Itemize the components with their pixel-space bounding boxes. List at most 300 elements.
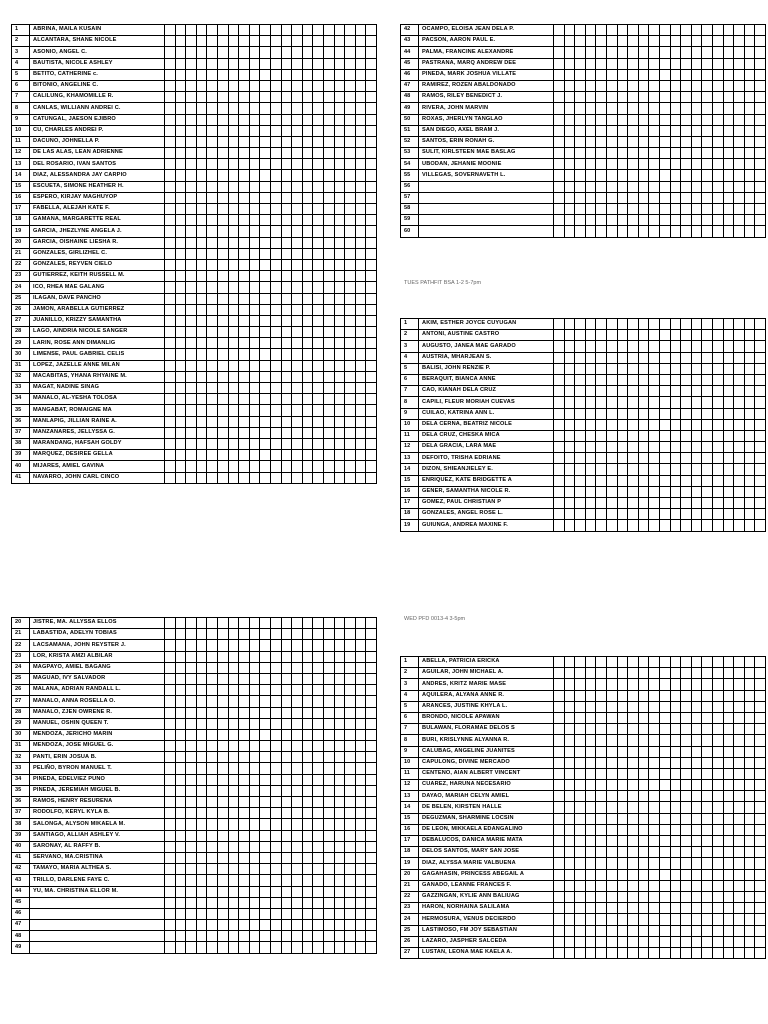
attendance-cell[interactable] xyxy=(228,405,239,416)
attendance-cell[interactable] xyxy=(249,707,260,718)
attendance-cell[interactable] xyxy=(270,327,281,338)
attendance-cell[interactable] xyxy=(691,453,702,464)
attendance-cell[interactable] xyxy=(628,363,639,374)
attendance-cell[interactable] xyxy=(554,192,565,203)
attendance-cell[interactable] xyxy=(723,374,734,385)
attendance-cell[interactable] xyxy=(702,125,713,136)
attendance-cell[interactable] xyxy=(345,438,356,449)
attendance-cell[interactable] xyxy=(281,808,292,819)
attendance-cell[interactable] xyxy=(334,718,345,729)
attendance-cell[interactable] xyxy=(228,908,239,919)
attendance-cell[interactable] xyxy=(217,897,228,908)
attendance-cell[interactable] xyxy=(638,679,649,690)
attendance-cell[interactable] xyxy=(564,925,575,936)
attendance-cell[interactable] xyxy=(175,808,186,819)
attendance-cell[interactable] xyxy=(217,58,228,69)
attendance-cell[interactable] xyxy=(313,282,324,293)
attendance-cell[interactable] xyxy=(165,685,176,696)
attendance-cell[interactable] xyxy=(345,696,356,707)
attendance-cell[interactable] xyxy=(649,880,660,891)
attendance-cell[interactable] xyxy=(585,903,596,914)
attendance-cell[interactable] xyxy=(249,315,260,326)
attendance-cell[interactable] xyxy=(239,640,250,651)
attendance-cell[interactable] xyxy=(196,271,207,282)
attendance-cell[interactable] xyxy=(228,416,239,427)
attendance-cell[interactable] xyxy=(207,808,218,819)
attendance-cell[interactable] xyxy=(659,80,670,91)
attendance-cell[interactable] xyxy=(345,69,356,80)
attendance-cell[interactable] xyxy=(228,226,239,237)
attendance-cell[interactable] xyxy=(239,215,250,226)
attendance-cell[interactable] xyxy=(755,724,766,735)
attendance-cell[interactable] xyxy=(228,841,239,852)
attendance-cell[interactable] xyxy=(217,774,228,785)
attendance-cell[interactable] xyxy=(723,80,734,91)
attendance-cell[interactable] xyxy=(638,419,649,430)
attendance-cell[interactable] xyxy=(175,931,186,942)
attendance-cell[interactable] xyxy=(670,92,681,103)
attendance-cell[interactable] xyxy=(670,657,681,668)
attendance-cell[interactable] xyxy=(734,181,745,192)
attendance-cell[interactable] xyxy=(596,657,607,668)
attendance-cell[interactable] xyxy=(628,813,639,824)
attendance-cell[interactable] xyxy=(723,746,734,757)
attendance-cell[interactable] xyxy=(670,813,681,824)
attendance-cell[interactable] xyxy=(249,797,260,808)
attendance-cell[interactable] xyxy=(712,813,723,824)
attendance-cell[interactable] xyxy=(723,69,734,80)
attendance-cell[interactable] xyxy=(207,438,218,449)
attendance-cell[interactable] xyxy=(712,509,723,520)
attendance-cell[interactable] xyxy=(334,450,345,461)
attendance-cell[interactable] xyxy=(228,114,239,125)
attendance-cell[interactable] xyxy=(186,864,197,875)
attendance-cell[interactable] xyxy=(691,701,702,712)
attendance-cell[interactable] xyxy=(228,215,239,226)
attendance-cell[interactable] xyxy=(596,824,607,835)
attendance-cell[interactable] xyxy=(659,386,670,397)
attendance-cell[interactable] xyxy=(196,226,207,237)
attendance-cell[interactable] xyxy=(217,718,228,729)
attendance-cell[interactable] xyxy=(734,657,745,668)
attendance-cell[interactable] xyxy=(355,741,366,752)
attendance-cell[interactable] xyxy=(617,125,628,136)
attendance-cell[interactable] xyxy=(334,819,345,830)
attendance-cell[interactable] xyxy=(638,181,649,192)
attendance-cell[interactable] xyxy=(207,103,218,114)
attendance-cell[interactable] xyxy=(649,802,660,813)
attendance-cell[interactable] xyxy=(670,520,681,531)
attendance-cell[interactable] xyxy=(355,148,366,159)
attendance-cell[interactable] xyxy=(681,690,692,701)
attendance-cell[interactable] xyxy=(260,416,271,427)
attendance-cell[interactable] xyxy=(281,886,292,897)
attendance-cell[interactable] xyxy=(355,416,366,427)
attendance-cell[interactable] xyxy=(734,464,745,475)
attendance-cell[interactable] xyxy=(313,640,324,651)
attendance-cell[interactable] xyxy=(670,69,681,80)
attendance-cell[interactable] xyxy=(628,520,639,531)
attendance-cell[interactable] xyxy=(270,875,281,886)
attendance-cell[interactable] xyxy=(355,427,366,438)
attendance-cell[interactable] xyxy=(638,341,649,352)
attendance-cell[interactable] xyxy=(186,192,197,203)
attendance-cell[interactable] xyxy=(691,386,702,397)
attendance-cell[interactable] xyxy=(554,735,565,746)
attendance-cell[interactable] xyxy=(723,47,734,58)
attendance-cell[interactable] xyxy=(292,226,303,237)
attendance-cell[interactable] xyxy=(270,136,281,147)
attendance-cell[interactable] xyxy=(712,36,723,47)
attendance-cell[interactable] xyxy=(755,746,766,757)
attendance-cell[interactable] xyxy=(270,438,281,449)
attendance-cell[interactable] xyxy=(755,374,766,385)
attendance-cell[interactable] xyxy=(596,498,607,509)
attendance-cell[interactable] xyxy=(186,618,197,629)
attendance-cell[interactable] xyxy=(628,352,639,363)
attendance-cell[interactable] xyxy=(702,668,713,679)
attendance-cell[interactable] xyxy=(217,416,228,427)
attendance-cell[interactable] xyxy=(366,841,377,852)
attendance-cell[interactable] xyxy=(270,942,281,953)
attendance-cell[interactable] xyxy=(649,947,660,958)
attendance-cell[interactable] xyxy=(734,69,745,80)
attendance-cell[interactable] xyxy=(670,58,681,69)
attendance-cell[interactable] xyxy=(606,657,617,668)
attendance-cell[interactable] xyxy=(366,315,377,326)
attendance-cell[interactable] xyxy=(585,914,596,925)
attendance-cell[interactable] xyxy=(217,629,228,640)
attendance-cell[interactable] xyxy=(228,931,239,942)
attendance-cell[interactable] xyxy=(659,226,670,237)
attendance-cell[interactable] xyxy=(355,908,366,919)
attendance-cell[interactable] xyxy=(186,640,197,651)
attendance-cell[interactable] xyxy=(596,92,607,103)
attendance-cell[interactable] xyxy=(554,226,565,237)
attendance-cell[interactable] xyxy=(366,908,377,919)
attendance-cell[interactable] xyxy=(260,383,271,394)
attendance-cell[interactable] xyxy=(670,679,681,690)
attendance-cell[interactable] xyxy=(628,341,639,352)
attendance-cell[interactable] xyxy=(702,341,713,352)
attendance-cell[interactable] xyxy=(302,159,313,170)
attendance-cell[interactable] xyxy=(681,701,692,712)
attendance-cell[interactable] xyxy=(281,170,292,181)
attendance-cell[interactable] xyxy=(702,408,713,419)
attendance-cell[interactable] xyxy=(207,774,218,785)
attendance-cell[interactable] xyxy=(196,47,207,58)
attendance-cell[interactable] xyxy=(217,36,228,47)
attendance-cell[interactable] xyxy=(564,408,575,419)
attendance-cell[interactable] xyxy=(712,430,723,441)
attendance-cell[interactable] xyxy=(691,824,702,835)
attendance-cell[interactable] xyxy=(260,315,271,326)
attendance-cell[interactable] xyxy=(596,430,607,441)
attendance-cell[interactable] xyxy=(302,908,313,919)
attendance-cell[interactable] xyxy=(302,282,313,293)
attendance-cell[interactable] xyxy=(186,718,197,729)
attendance-cell[interactable] xyxy=(585,880,596,891)
attendance-cell[interactable] xyxy=(281,416,292,427)
attendance-cell[interactable] xyxy=(564,36,575,47)
attendance-cell[interactable] xyxy=(292,729,303,740)
attendance-cell[interactable] xyxy=(649,768,660,779)
attendance-cell[interactable] xyxy=(270,192,281,203)
attendance-cell[interactable] xyxy=(649,430,660,441)
attendance-cell[interactable] xyxy=(606,226,617,237)
attendance-cell[interactable] xyxy=(165,416,176,427)
attendance-cell[interactable] xyxy=(270,673,281,684)
attendance-cell[interactable] xyxy=(165,226,176,237)
attendance-cell[interactable] xyxy=(691,170,702,181)
attendance-cell[interactable] xyxy=(323,25,334,36)
attendance-cell[interactable] xyxy=(702,103,713,114)
attendance-cell[interactable] xyxy=(659,791,670,802)
attendance-cell[interactable] xyxy=(366,673,377,684)
attendance-cell[interactable] xyxy=(712,701,723,712)
attendance-cell[interactable] xyxy=(292,338,303,349)
attendance-cell[interactable] xyxy=(217,237,228,248)
attendance-cell[interactable] xyxy=(712,408,723,419)
attendance-cell[interactable] xyxy=(755,386,766,397)
attendance-cell[interactable] xyxy=(755,847,766,858)
attendance-cell[interactable] xyxy=(628,498,639,509)
attendance-cell[interactable] xyxy=(165,897,176,908)
attendance-cell[interactable] xyxy=(617,509,628,520)
attendance-cell[interactable] xyxy=(175,752,186,763)
attendance-cell[interactable] xyxy=(638,735,649,746)
attendance-cell[interactable] xyxy=(681,159,692,170)
attendance-cell[interactable] xyxy=(228,69,239,80)
attendance-cell[interactable] xyxy=(260,752,271,763)
attendance-cell[interactable] xyxy=(606,824,617,835)
attendance-cell[interactable] xyxy=(175,819,186,830)
attendance-cell[interactable] xyxy=(302,864,313,875)
attendance-cell[interactable] xyxy=(554,352,565,363)
attendance-cell[interactable] xyxy=(628,330,639,341)
attendance-cell[interactable] xyxy=(734,768,745,779)
attendance-cell[interactable] xyxy=(617,226,628,237)
attendance-cell[interactable] xyxy=(575,936,586,947)
attendance-cell[interactable] xyxy=(744,114,755,125)
attendance-cell[interactable] xyxy=(323,125,334,136)
attendance-cell[interactable] xyxy=(334,864,345,875)
attendance-cell[interactable] xyxy=(292,25,303,36)
attendance-cell[interactable] xyxy=(313,852,324,863)
attendance-cell[interactable] xyxy=(702,58,713,69)
attendance-cell[interactable] xyxy=(585,80,596,91)
attendance-cell[interactable] xyxy=(292,841,303,852)
attendance-cell[interactable] xyxy=(712,352,723,363)
attendance-cell[interactable] xyxy=(596,802,607,813)
attendance-cell[interactable] xyxy=(723,352,734,363)
attendance-cell[interactable] xyxy=(638,215,649,226)
attendance-cell[interactable] xyxy=(681,363,692,374)
attendance-cell[interactable] xyxy=(649,69,660,80)
attendance-cell[interactable] xyxy=(260,852,271,863)
attendance-cell[interactable] xyxy=(691,36,702,47)
attendance-cell[interactable] xyxy=(334,25,345,36)
attendance-cell[interactable] xyxy=(554,925,565,936)
attendance-cell[interactable] xyxy=(691,791,702,802)
attendance-cell[interactable] xyxy=(564,724,575,735)
attendance-cell[interactable] xyxy=(744,780,755,791)
attendance-cell[interactable] xyxy=(366,785,377,796)
attendance-cell[interactable] xyxy=(638,746,649,757)
attendance-cell[interactable] xyxy=(228,349,239,360)
attendance-cell[interactable] xyxy=(366,427,377,438)
attendance-cell[interactable] xyxy=(207,293,218,304)
attendance-cell[interactable] xyxy=(217,304,228,315)
attendance-cell[interactable] xyxy=(596,69,607,80)
attendance-cell[interactable] xyxy=(217,673,228,684)
attendance-cell[interactable] xyxy=(345,282,356,293)
attendance-cell[interactable] xyxy=(681,724,692,735)
attendance-cell[interactable] xyxy=(670,836,681,847)
attendance-cell[interactable] xyxy=(207,741,218,752)
attendance-cell[interactable] xyxy=(196,36,207,47)
attendance-cell[interactable] xyxy=(606,847,617,858)
attendance-cell[interactable] xyxy=(281,629,292,640)
attendance-cell[interactable] xyxy=(260,897,271,908)
attendance-cell[interactable] xyxy=(175,416,186,427)
attendance-cell[interactable] xyxy=(575,903,586,914)
attendance-cell[interactable] xyxy=(564,824,575,835)
attendance-cell[interactable] xyxy=(345,315,356,326)
attendance-cell[interactable] xyxy=(249,640,260,651)
attendance-cell[interactable] xyxy=(702,374,713,385)
attendance-cell[interactable] xyxy=(292,450,303,461)
attendance-cell[interactable] xyxy=(575,891,586,902)
attendance-cell[interactable] xyxy=(734,363,745,374)
attendance-cell[interactable] xyxy=(207,159,218,170)
attendance-cell[interactable] xyxy=(564,712,575,723)
attendance-cell[interactable] xyxy=(270,349,281,360)
attendance-cell[interactable] xyxy=(175,673,186,684)
attendance-cell[interactable] xyxy=(659,657,670,668)
attendance-cell[interactable] xyxy=(681,408,692,419)
attendance-cell[interactable] xyxy=(260,886,271,897)
attendance-cell[interactable] xyxy=(165,248,176,259)
attendance-cell[interactable] xyxy=(165,103,176,114)
attendance-cell[interactable] xyxy=(554,768,565,779)
attendance-cell[interactable] xyxy=(175,315,186,326)
attendance-cell[interactable] xyxy=(659,746,670,757)
attendance-cell[interactable] xyxy=(734,475,745,486)
attendance-cell[interactable] xyxy=(659,430,670,441)
attendance-cell[interactable] xyxy=(734,836,745,847)
attendance-cell[interactable] xyxy=(596,780,607,791)
attendance-cell[interactable] xyxy=(649,836,660,847)
attendance-cell[interactable] xyxy=(186,785,197,796)
attendance-cell[interactable] xyxy=(596,712,607,723)
attendance-cell[interactable] xyxy=(207,640,218,651)
attendance-cell[interactable] xyxy=(638,690,649,701)
attendance-cell[interactable] xyxy=(302,226,313,237)
attendance-cell[interactable] xyxy=(281,125,292,136)
attendance-cell[interactable] xyxy=(186,159,197,170)
attendance-cell[interactable] xyxy=(734,486,745,497)
attendance-cell[interactable] xyxy=(691,192,702,203)
attendance-cell[interactable] xyxy=(196,103,207,114)
attendance-cell[interactable] xyxy=(186,293,197,304)
attendance-cell[interactable] xyxy=(281,696,292,707)
attendance-cell[interactable] xyxy=(281,136,292,147)
attendance-cell[interactable] xyxy=(334,886,345,897)
attendance-cell[interactable] xyxy=(207,651,218,662)
attendance-cell[interactable] xyxy=(659,453,670,464)
attendance-cell[interactable] xyxy=(228,80,239,91)
attendance-cell[interactable] xyxy=(744,724,755,735)
attendance-cell[interactable] xyxy=(712,58,723,69)
attendance-cell[interactable] xyxy=(228,125,239,136)
attendance-cell[interactable] xyxy=(196,920,207,931)
attendance-cell[interactable] xyxy=(617,341,628,352)
attendance-cell[interactable] xyxy=(638,712,649,723)
attendance-cell[interactable] xyxy=(585,226,596,237)
attendance-cell[interactable] xyxy=(702,159,713,170)
attendance-cell[interactable] xyxy=(175,841,186,852)
attendance-cell[interactable] xyxy=(196,886,207,897)
attendance-cell[interactable] xyxy=(345,685,356,696)
attendance-cell[interactable] xyxy=(292,80,303,91)
attendance-cell[interactable] xyxy=(628,486,639,497)
attendance-cell[interactable] xyxy=(670,430,681,441)
attendance-cell[interactable] xyxy=(186,741,197,752)
attendance-cell[interactable] xyxy=(239,785,250,796)
attendance-cell[interactable] xyxy=(175,248,186,259)
attendance-cell[interactable] xyxy=(734,757,745,768)
attendance-cell[interactable] xyxy=(355,170,366,181)
attendance-cell[interactable] xyxy=(196,315,207,326)
attendance-cell[interactable] xyxy=(638,125,649,136)
attendance-cell[interactable] xyxy=(681,114,692,125)
attendance-cell[interactable] xyxy=(681,679,692,690)
attendance-cell[interactable] xyxy=(345,394,356,405)
attendance-cell[interactable] xyxy=(606,192,617,203)
attendance-cell[interactable] xyxy=(165,774,176,785)
attendance-cell[interactable] xyxy=(575,330,586,341)
attendance-cell[interactable] xyxy=(734,509,745,520)
attendance-cell[interactable] xyxy=(723,657,734,668)
attendance-cell[interactable] xyxy=(281,908,292,919)
attendance-cell[interactable] xyxy=(755,69,766,80)
attendance-cell[interactable] xyxy=(165,125,176,136)
attendance-cell[interactable] xyxy=(292,282,303,293)
attendance-cell[interactable] xyxy=(228,763,239,774)
attendance-cell[interactable] xyxy=(334,293,345,304)
attendance-cell[interactable] xyxy=(228,159,239,170)
attendance-cell[interactable] xyxy=(260,349,271,360)
attendance-cell[interactable] xyxy=(606,386,617,397)
attendance-cell[interactable] xyxy=(366,226,377,237)
attendance-cell[interactable] xyxy=(270,304,281,315)
attendance-cell[interactable] xyxy=(606,363,617,374)
attendance-cell[interactable] xyxy=(755,858,766,869)
attendance-cell[interactable] xyxy=(217,327,228,338)
attendance-cell[interactable] xyxy=(755,92,766,103)
attendance-cell[interactable] xyxy=(355,696,366,707)
attendance-cell[interactable] xyxy=(186,438,197,449)
attendance-cell[interactable] xyxy=(292,931,303,942)
attendance-cell[interactable] xyxy=(217,282,228,293)
attendance-cell[interactable] xyxy=(366,808,377,819)
attendance-cell[interactable] xyxy=(302,125,313,136)
attendance-cell[interactable] xyxy=(617,181,628,192)
attendance-cell[interactable] xyxy=(186,58,197,69)
attendance-cell[interactable] xyxy=(260,148,271,159)
attendance-cell[interactable] xyxy=(239,237,250,248)
